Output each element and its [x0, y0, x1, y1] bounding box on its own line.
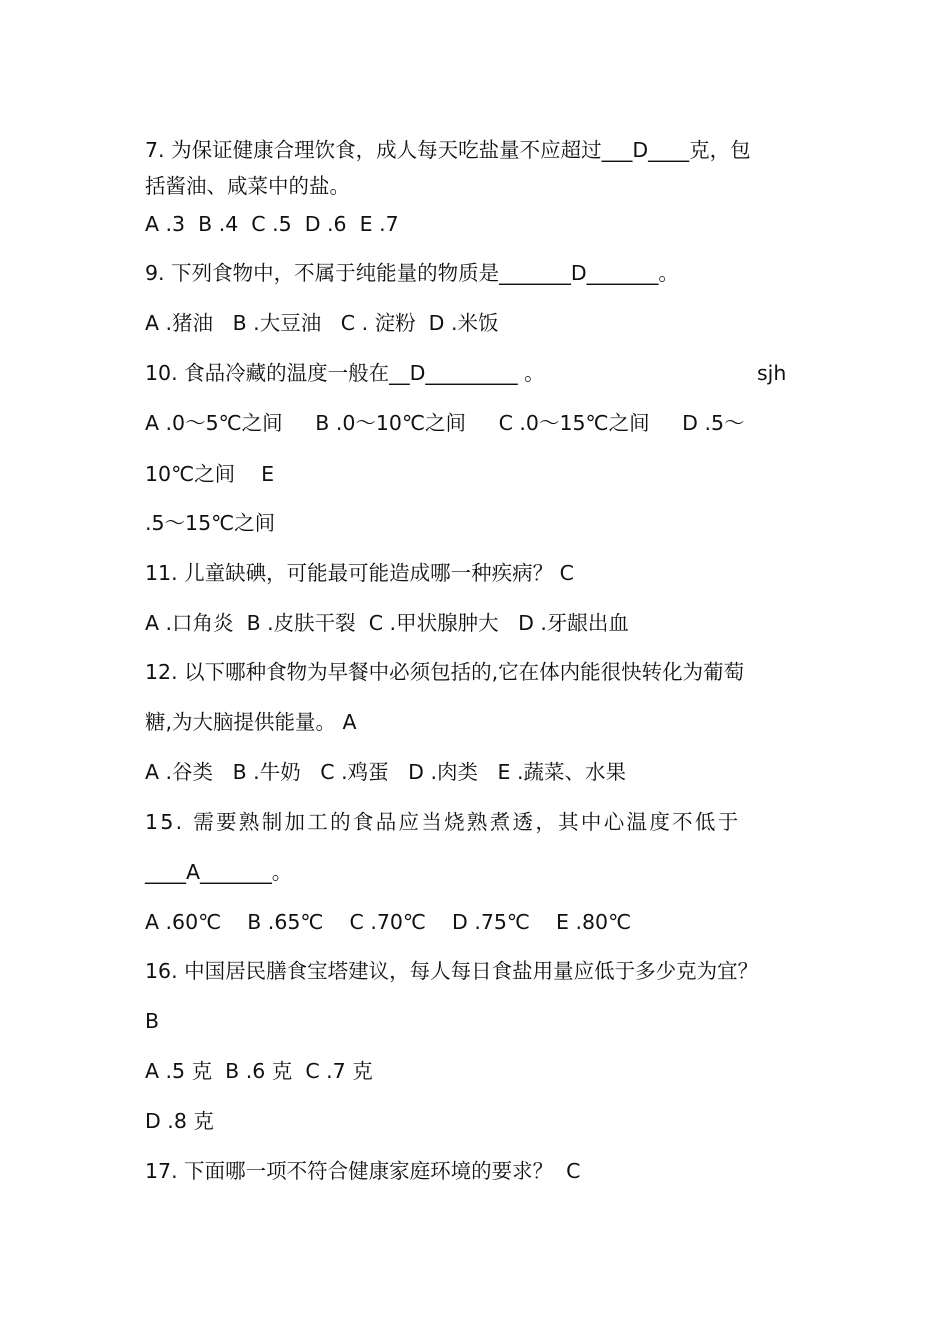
question-9-options: A .猪油 B .大豆油 C . 淀粉 D .米饭 [145, 311, 499, 335]
question-16-options-line-1: A .5 克 B .6 克 C .7 克 [145, 1059, 373, 1083]
question-7-options: A .3 B .4 C .5 D .6 E .7 [145, 212, 399, 236]
question-17-stem: 17. 下面哪一项不符合健康家庭环境的要求？ C [145, 1159, 581, 1183]
question-11-options: A .口角炎 B .皮肤干裂 C .甲状腺肿大 D .牙龈出血 [145, 611, 629, 635]
question-10-stem: 10. 食品冷藏的温度一般在__D_________ 。 [145, 361, 545, 385]
question-16-line-2: B [145, 1009, 160, 1033]
question-15-line-2: ____A_______。 [145, 860, 293, 884]
question-15-options: A .60℃ B .65℃ C .70℃ D .75℃ E .80℃ [145, 910, 632, 934]
question-11-stem: 11. 儿童缺碘，可能最可能造成哪一种疾病？ C [145, 561, 574, 585]
question-10-options-line-1: A .0～5℃之间 B .0～10℃之间 C .0～15℃之间 D .5～ [145, 411, 745, 435]
question-9-stem: 9. 下列食物中，不属于纯能量的物质是_______D_______。 [145, 261, 679, 285]
question-16-options-line-2: D .8 克 [145, 1109, 214, 1133]
question-15-line-1: 15. 需要熟制加工的食品应当烧熟煮透，其中心温度不低于 [145, 810, 741, 834]
margin-note: sjh [757, 361, 787, 385]
question-16-line-1: 16. 中国居民膳食宝塔建议，每人每日食盐用量应低于多少克为宜？ [145, 959, 759, 983]
question-12-options: A .谷类 B .牛奶 C .鸡蛋 D .肉类 E .蔬菜、水果 [145, 760, 626, 784]
question-7-line-2: 括酱油、咸菜中的盐。 [145, 174, 350, 198]
question-12-line-1: 12. 以下哪种食物为早餐中必须包括的,它在体内能很快转化为葡萄 [145, 660, 745, 684]
question-7-line-1: 7. 为保证健康合理饮食，成人每天吃盐量不应超过___D____克，包 [145, 138, 751, 162]
question-10-options-line-3: .5～15℃之间 [145, 511, 276, 535]
question-12-line-2: 糖,为大脑提供能量。 A [145, 710, 357, 734]
question-10-options-line-2: 10℃之间 E [145, 462, 275, 486]
